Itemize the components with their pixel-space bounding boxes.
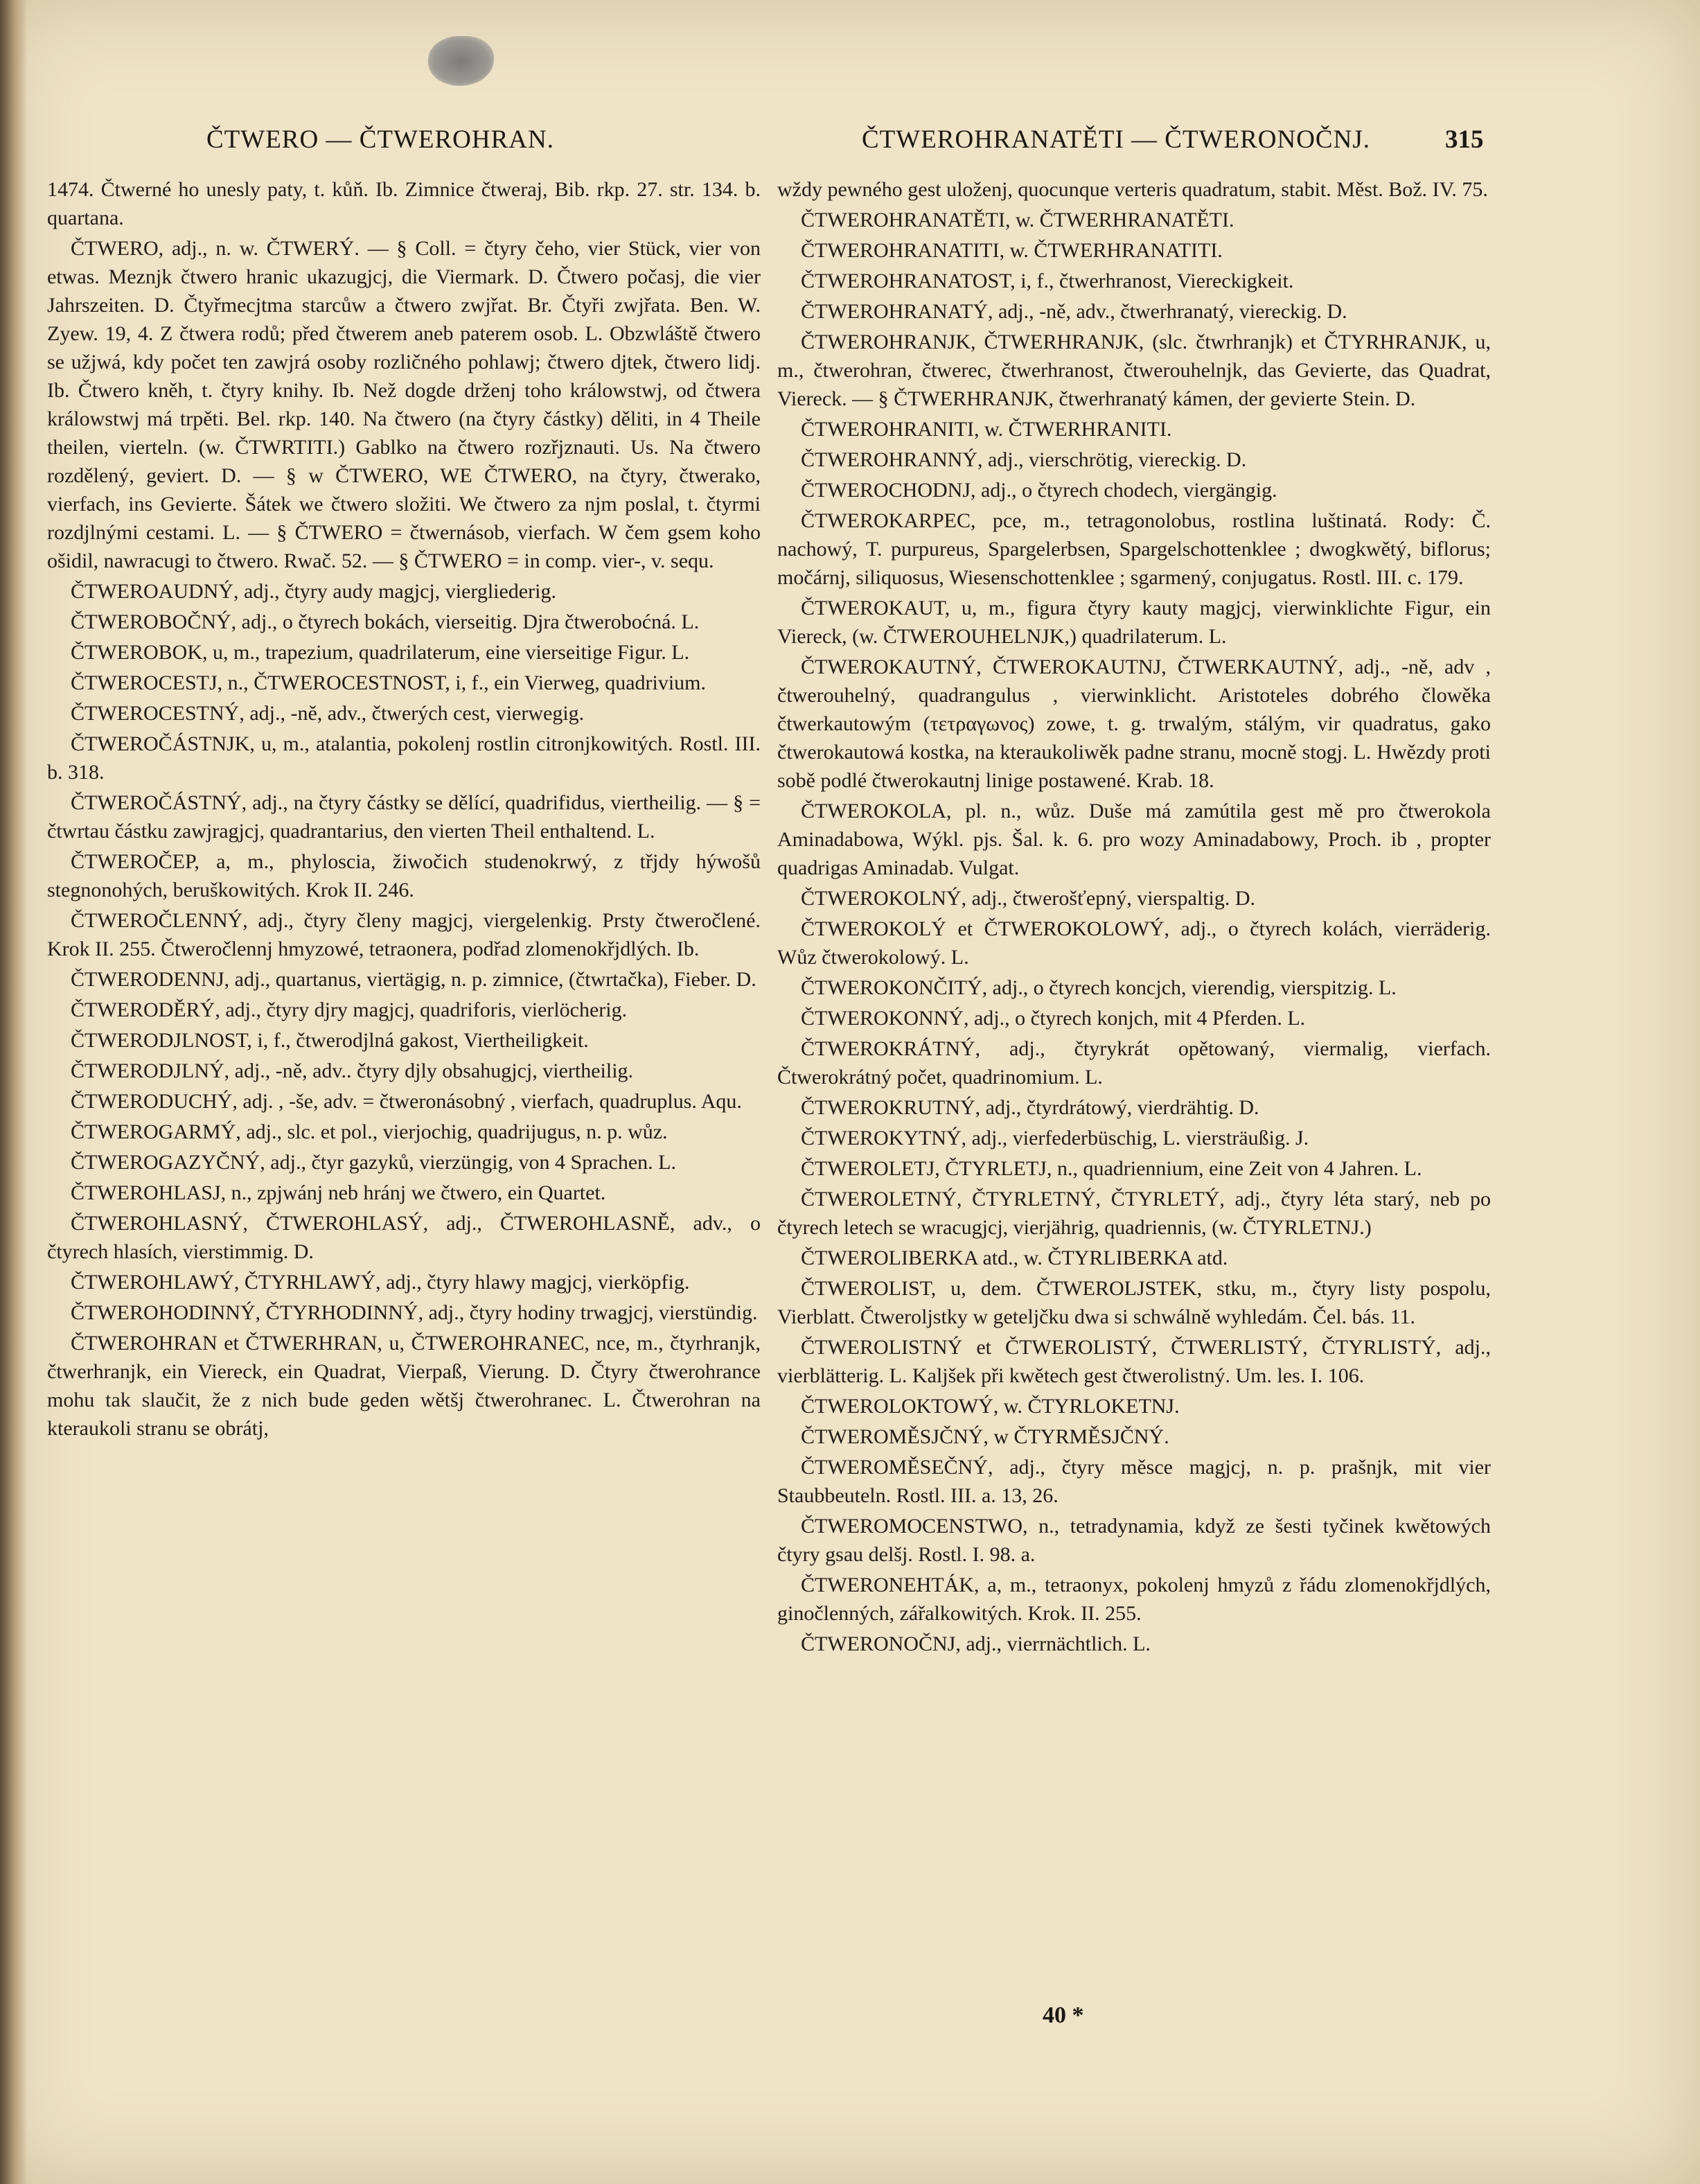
- dictionary-entry: wždy pewného gest uloženj, quocunque verteris quadratum, stabit. Měst. Bož. IV. 75.: [777, 178, 1488, 201]
- dictionary-entry: ČTWEROLIBERKA atd., w. ČTYRLIBERKA atd.: [801, 1247, 1228, 1269]
- dictionary-entry: ČTWEROLISTNÝ et ČTWEROLISTÝ, ČTWERLISTÝ, ČTYRLISTÝ, adj., vierblätterig. L. Kaljšek při kwětech gest čtwerolistný. Um. les. I. 106.: [777, 1336, 1491, 1387]
- dictionary-entry: ČTWEROKRUTNÝ, adj., čtyrdrátowý, vierdrähtig. D.: [801, 1096, 1259, 1119]
- dictionary-entry: ČTWEROBOK, u, m., trapezium, quadrilaterum, eine vierseitige Figur. L.: [71, 641, 690, 664]
- dictionary-entry: ČTWEROKONNÝ, adj., o čtyrech konjch, mit 4 Pferden. L.: [801, 1007, 1306, 1030]
- running-header-right: ČTWEROHRANATĚTI — ČTWERONOČNJ.: [862, 125, 1370, 154]
- dictionary-entry: ČTWEROLETNÝ, ČTYRLETNÝ, ČTYRLETÝ, adj., čtyry léta starý, neb po čtyrech letech se wracugjcj, vierjährig, quadriennis, (w. ČTYRLETNJ.): [777, 1188, 1491, 1239]
- dictionary-entry: ČTWEROMĚSJČNÝ, w ČTYRMĚSJČNÝ.: [801, 1425, 1169, 1448]
- dictionary-entry: ČTWEROGARMÝ, adj., slc. et pol., vierjochig, quadrijugus, n. p. wůz.: [71, 1120, 668, 1143]
- dictionary-entry: ČTWEROHODINNÝ, ČTYRHODINNÝ, adj., čtyry hodiny trwagjcj, vierstündig.: [71, 1301, 758, 1324]
- dictionary-entry: ČTWEROHLASNÝ, ČTWEROHLASÝ, adj., ČTWEROHLASNĚ, adv., o čtyrech hlasích, vierstimmig. D.: [47, 1212, 761, 1263]
- dictionary-entry: ČTWEROAUDNÝ, adj., čtyry audy magjcj, viergliederig.: [71, 580, 556, 603]
- dictionary-entry: ČTWEROHRANITI, w. ČTWERHRANITI.: [801, 418, 1172, 441]
- dictionary-entry: ČTWEROHRANATITI, w. ČTWERHRANATITI.: [801, 239, 1223, 262]
- dictionary-entry: ČTWERO, adj., n. w. ČTWERÝ. — § Coll. = čtyry čeho, vier Stück, vier von etwas. Meznjk čtwero hranic ukazugjcj, die Viermark. D. Čtwero počasj, die vier Jahrszeiten. D. Čtyřmecjtma starcůw a čtwero zwjřat. Br. Čtyři zwjřata. Ben. W. Zyew. 19, 4. Z čtwera rodů; před čtwerem aneb paterem osob. L. Obzwláště čtwero se užjwá, kdy počet ten zawjrá osoby rozličného pohlawj; čtwero djtek, čtwero lidj. Ib. Čtwero kněh, t. čtyry knihy. Ib. Než dogde drženj toho králowstwj, od čtwera králowstwj má trpěti. Bel. rkp. 140. Na čtwero (na čtyry částky) děliti, in 4 Theile theilen, vierteln. (w. ČTWRTITI.) Gablko na čtwero rozřjznauti. Us. Na čtwero rozdělený, geviert. D. — § w ČTWERO, WE ČTWERO, na čtyry, čtwerako, vierfach, ins Gevierte. Šátek we čtwero složiti. We čtwero za njm poslal, t. čtyrmi rozdjlnými cestami. L. — § ČTWERO = čtwernásob, vierfach. W čem gsem koho ošidil, nawracugi to čtwero. Rwač. 52. — § ČTWERO = in comp. vier-, v. sequ.: [47, 237, 761, 572]
- dictionary-entry: ČTWEROČÁSTNÝ, adj., na čtyry částky se dělící, quadrifidus, viertheilig. — § = čtwrtau částku zawjragjcj, quadrantarius, den vierten Theil enthaltend. L.: [47, 791, 761, 843]
- running-header-left: ČTWERO — ČTWEROHRAN.: [206, 125, 554, 154]
- page-number: 315: [1445, 125, 1484, 154]
- dictionary-entry: ČTWEROHRANATÝ, adj., -ně, adv., čtwerhranatý, viereckig. D.: [801, 300, 1347, 323]
- dictionary-entry: ČTWERODJLNOST, i, f., čtwerodjlná gakost, Viertheiligkeit.: [71, 1029, 589, 1052]
- dictionary-entry: ČTWEROČÁSTNJK, u, m., atalantia, pokolenj rostlin citronjkowitých. Rostl. III. b. 318.: [47, 732, 761, 784]
- dictionary-entry: ČTWERODENNJ, adj., quartanus, viertägig, n. p. zimnice, (čtwrtačka), Fieber. D.: [71, 968, 756, 991]
- dictionary-entry: ČTWEROGAZYČNÝ, adj., čtyr gazyků, vierzüngig, von 4 Sprachen. L.: [71, 1151, 676, 1174]
- dictionary-entry: ČTWEROKONČITÝ, adj., o čtyrech koncjch, vierendig, vierspitzig. L.: [801, 976, 1397, 999]
- dictionary-entry: ČTWEROCHODNJ, adj., o čtyrech chodech, viergängig.: [801, 479, 1277, 502]
- dictionary-entry: ČTWEROKARPEC, pce, m., tetragonolobus, rostlina luštinatá. Rody: Č. nachowý, T. purpureus, Spargelerbsen, Spargelschottenklee ; dwogkwětý, biflorus; močárnj, siliquosus, Wiesenschottenklee ; sgarmený, conjugatus. Rostl. III. c. 179.: [777, 509, 1491, 589]
- dictionary-entry: ČTWEROCESTNÝ, adj., -ně, adv., čtwerých cest, vierwegig.: [71, 702, 585, 725]
- dictionary-entry: ČTWEROBOČNÝ, adj., o čtyrech bokách, vierseitig. Djra čtweroboćná. L.: [71, 610, 700, 633]
- dictionary-entry: ČTWEROHLAWÝ, ČTYRHLAWÝ, adj., čtyry hlawy magjcj, vierköpfig.: [71, 1271, 690, 1294]
- dictionary-entry: ČTWEROKOLNÝ, adj., čtwerošťepný, vierspaltig. D.: [801, 887, 1256, 910]
- dictionary-entry: ČTWEROMĚSEČNÝ, adj., čtyry měsce magjcj, n. p. prašnjk, mit vier Staubbeuteln. Rostl. III. a. 13, 26.: [777, 1456, 1491, 1507]
- dictionary-entry: ČTWEROLETJ, ČTYRLETJ, n., quadriennium, eine Zeit von 4 Jahren. L.: [801, 1157, 1422, 1180]
- dictionary-entry: ČTWEROČEP, a, m., phyloscia, žiwočich studenokrwý, z třjdy hýwošů stegnonohých, beruškowitých. Krok II. 246.: [47, 850, 761, 901]
- dictionary-entry: ČTWEROCESTJ, n., ČTWEROCESTNOST, i, f., ein Vierweg, quadrivium.: [71, 671, 707, 694]
- dictionary-entry: ČTWERODJLNÝ, adj., -ně, adv.. čtyry djly obsahugjcj, viertheilig.: [71, 1059, 634, 1082]
- dictionary-entry: 1474. Čtwerné ho unesly paty, t. kůň. Ib. Zimnice čtweraj, Bib. rkp. 27. str. 134. b. quartana.: [47, 178, 761, 229]
- dictionary-entry: ČTWEROKOLA, pl. n., wůz. Duše má zamútila gest mě pro čtwerokola Aminadabowa, Wýkl. pjs. Šal. k. 6. pro wozy Aminadabowy, Proch. ib , propter quadrigas Aminadab. Vulgat.: [777, 800, 1491, 879]
- binding-shadow: [0, 0, 28, 2184]
- dictionary-entry: ČTWEROKAUT, u, m., figura čtyry kauty magjcj, vierwinklichte Figur, ein Viereck, (w. ČTWEROUHELNJK,) quadrilaterum. L.: [777, 597, 1491, 648]
- dictionary-entry: ČTWEROHRANNÝ, adj., vierschrötig, viereckig. D.: [801, 448, 1247, 471]
- left-column: [47, 175, 761, 2011]
- dictionary-entry: ČTWEROKRÁTNÝ, adj., čtyrykrát opětowaný, viermalig, vierfach. Čtwerokrátný počet, quadrinomium. L.: [777, 1037, 1491, 1089]
- dictionary-entry: ČTWEROHRANJK, ČTWERHRANJK, (slc. čtwrhranjk) et ČTYRHRANJK, u, m., čtwerohran, čtwerec, čtwerhranost, čtwerouhelnjk, das Gevierte, das Quadrat, Viereck. — § ČTWERHRANJK, čtwerhranatý kámen, der gevierte Stein. D.: [777, 331, 1491, 410]
- dictionary-entry: ČTWEROKOLÝ et ČTWEROKOLOWÝ, adj., o čtyrech kolách, vierräderig. Wůz čtwerokolowý. L.: [777, 917, 1491, 969]
- signature-mark: 40 *: [1043, 2002, 1084, 2028]
- dictionary-entry: ČTWEROČLENNÝ, adj., čtyry členy magjcj, viergelenkig. Prsty čtweročlené. Krok II. 255. Čtweročlennj hmyzowé, tetraonera, podřad zlomenokřjdlých. Ib.: [47, 909, 761, 960]
- dictionary-entry: ČTWEROHLASJ, n., zpjwánj neb hránj we čtwero, ein Quartet.: [71, 1181, 606, 1204]
- dictionary-entry: ČTWERONEHTÁK, a, m., tetraonyx, pokolenj hmyzů z řádu zlomenokřjdlých, ginočlenných, zářalkowitých. Krok. II. 255.: [777, 1574, 1491, 1625]
- dictionary-entry: ČTWEROKAUTNÝ, ČTWEROKAUTNJ, ČTWERKAUTNÝ, adj., -ně, adv , čtwerouhelný, quadrangulus , vierwinklicht. Aristoteles dobrého člowěka čtwerkautowým (τετραγωνος) zowe, t. g. trwalým, stálým, vir quadratus, gako čtwerokautowá kostka, na kteraukoliwěk padne stranu, mocně stogj. L. Hwězdy proti sobě podlé čtwerokautnj linige postawené. Krab. 18.: [777, 655, 1491, 792]
- dictionary-entry: ČTWEROHRANATĚTI, w. ČTWERHRANATĚTI.: [801, 209, 1234, 231]
- dictionary-entry: ČTWEROLOKTOWÝ, w. ČTYRLOKETNJ.: [801, 1395, 1180, 1418]
- dictionary-entry: ČTWEROHRAN et ČTWERHRAN, u, ČTWEROHRANEC, nce, m., čtyrhranjk, čtwerhranjk, ein Viereck, ein Quadrat, Vierpaß, Vierung. D. Čtyry čtwerohrance mohu tak slaučit, že z nich bude geden wětšj čtwerohranec. L. Čtwerohran na kteraukoli stranu se obrátj,: [47, 1332, 761, 1440]
- dictionary-entry: ČTWERODĚRÝ, adj., čtyry djry magjcj, quadriforis, vierlöcherig.: [71, 998, 628, 1021]
- dictionary-entry: ČTWEROHRANATOST, i, f., čtwerhranost, Viereckigkeit.: [801, 270, 1294, 292]
- dictionary-entry: ČTWERODUCHÝ, adj. , -še, adv. = čtweronásobný , vierfach, quadruplus. Aqu.: [71, 1090, 742, 1113]
- dictionary-entry: ČTWEROKYTNÝ, adj., vierfederbüschig, L. viersträußig. J.: [801, 1127, 1309, 1150]
- dictionary-entry: ČTWEROLIST, u, dem. ČTWEROLJSTEK, stku, m., čtyry listy pospolu, Vierblatt. Čtweroljstky w geteljčku dwa si schwálně wyhledám. Čel. bás. 11.: [777, 1277, 1491, 1328]
- dictionary-entry: ČTWEROMOCENSTWO, n., tetradynamia, když ze šesti tyčinek kwětowých čtyry gsau delšj. Rostl. I. 98. a.: [777, 1515, 1491, 1566]
- dictionary-entry: ČTWERONOČNJ, adj., vierrnächtlich. L.: [801, 1632, 1151, 1655]
- ink-blot-stain: [428, 36, 494, 86]
- right-column: [777, 175, 1491, 2011]
